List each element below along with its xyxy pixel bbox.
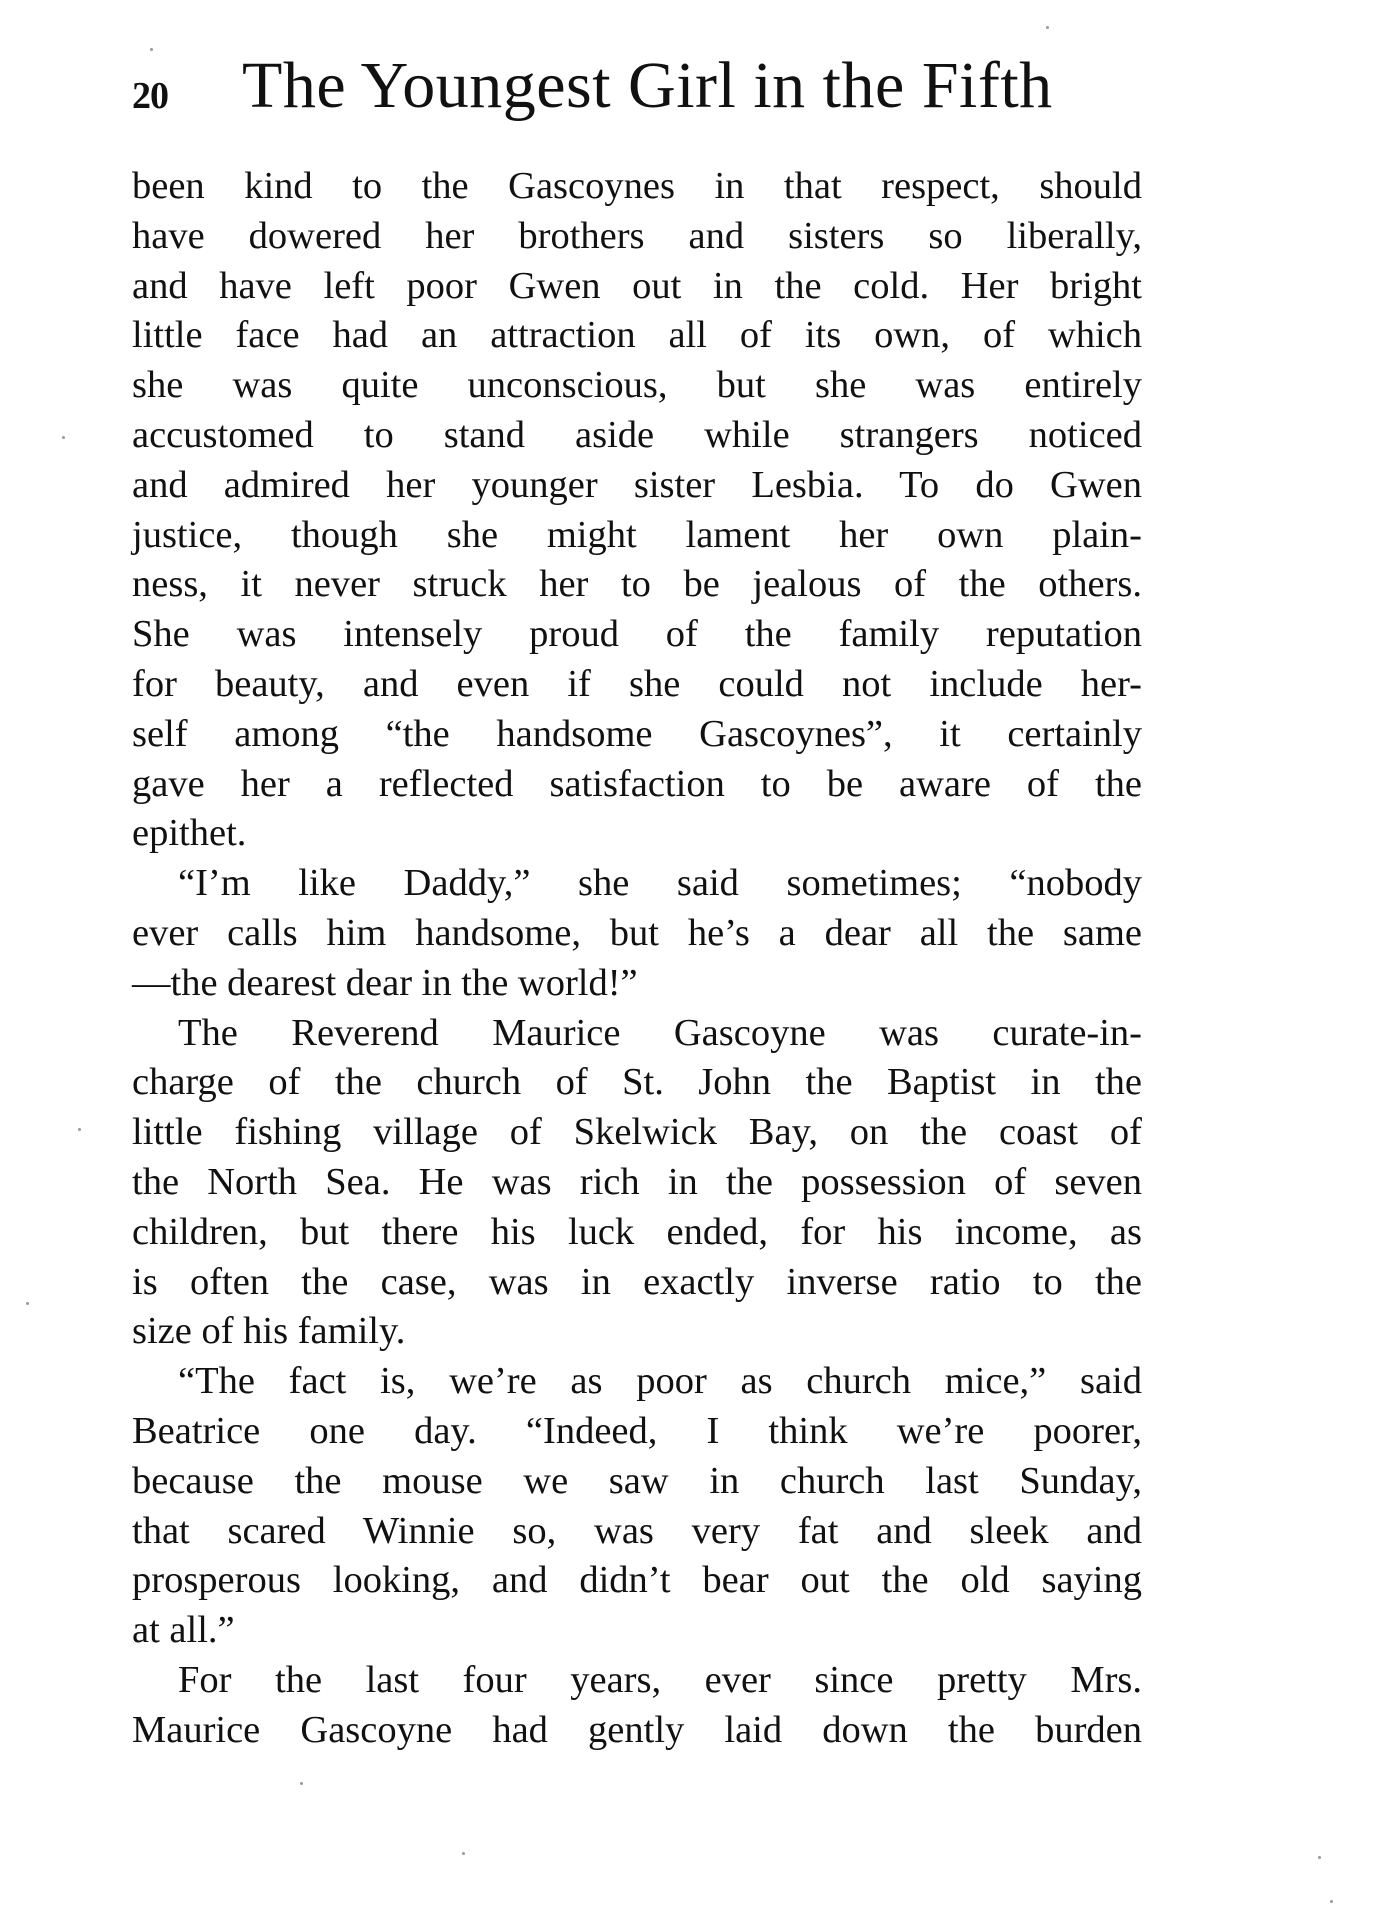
text-line: accustomed to stand aside while strangers noticed bbox=[132, 413, 1142, 456]
text-line: she was quite unconscious, but she was entirely bbox=[132, 364, 1142, 407]
text-line: epithet. bbox=[132, 812, 247, 855]
text-line: charge of the church of St. John the Baptist in the bbox=[132, 1061, 1142, 1104]
text-line: gave her a reflected satisfaction to be aware of the bbox=[132, 762, 1142, 805]
text-line: size of his family. bbox=[132, 1310, 406, 1353]
running-title: The Youngest Girl in the Fifth bbox=[242, 49, 1053, 122]
scan-speck bbox=[150, 48, 153, 51]
text-line: She was intensely proud of the family reputation bbox=[132, 613, 1142, 656]
text-line: prosperous looking, and didn’t bear out the old saying bbox=[132, 1559, 1142, 1602]
text-line: little face had an attraction all of its own, of which bbox=[132, 314, 1142, 357]
text-line: been kind to the Gascoynes in that respect, should bbox=[132, 165, 1142, 207]
text-line: Maurice Gascoyne had gently laid down the burden bbox=[132, 1708, 1142, 1751]
scan-speck bbox=[1318, 1856, 1321, 1859]
scan-speck bbox=[1330, 1900, 1333, 1903]
text-line: Beatrice one day. “Indeed, I think we’re poorer, bbox=[132, 1409, 1142, 1452]
text-line: is often the case, was in exactly inverse ratio to the bbox=[132, 1260, 1142, 1303]
text-line: “I’m like Daddy,” she said sometimes; “nobody bbox=[178, 862, 1142, 905]
text-line: little fishing village of Skelwick Bay, on the coast of bbox=[132, 1111, 1142, 1154]
text-line: self among “the handsome Gascoynes”, it certainly bbox=[132, 712, 1142, 755]
text-line: because the mouse we saw in church last Sunday, bbox=[132, 1459, 1142, 1502]
text-line: For the last four years, ever since pretty Mrs. bbox=[178, 1658, 1142, 1701]
text-line: The Reverend Maurice Gascoyne was curate-in- bbox=[178, 1011, 1142, 1054]
text-line: and have left poor Gwen out in the cold. Her bright bbox=[132, 264, 1142, 307]
scan-speck bbox=[78, 1128, 81, 1131]
page-header bbox=[132, 48, 1132, 138]
text-line: at all.” bbox=[132, 1609, 235, 1652]
page-number: 20 bbox=[132, 75, 168, 117]
text-line: “The fact is, we’re as poor as church mice,” said bbox=[178, 1360, 1142, 1403]
scan-speck bbox=[300, 1782, 303, 1785]
text-line: and admired her younger sister Lesbia. To do Gwen bbox=[132, 463, 1142, 506]
scan-speck bbox=[26, 1302, 29, 1305]
text-line: have dowered her brothers and sisters so liberally, bbox=[132, 214, 1142, 257]
text-line: the North Sea. He was rich in the possession of seven bbox=[132, 1160, 1142, 1203]
text-line: ness, it never struck her to be jealous of the others. bbox=[132, 563, 1142, 606]
scan-speck bbox=[462, 1852, 465, 1855]
text-line: children, but there his luck ended, for his income, as bbox=[132, 1210, 1142, 1253]
text-line: justice, though she might lament her own plain- bbox=[132, 513, 1142, 556]
scan-speck bbox=[1046, 26, 1049, 29]
text-line: ever calls him handsome, but he’s a dear all the same bbox=[132, 911, 1142, 954]
scan-speck bbox=[62, 436, 65, 439]
text-line: for beauty, and even if she could not include her- bbox=[132, 662, 1142, 705]
text-line: —the dearest dear in the world!” bbox=[132, 961, 638, 1004]
body-text bbox=[132, 162, 1142, 1756]
text-line: that scared Winnie so, was very fat and sleek and bbox=[132, 1509, 1142, 1552]
